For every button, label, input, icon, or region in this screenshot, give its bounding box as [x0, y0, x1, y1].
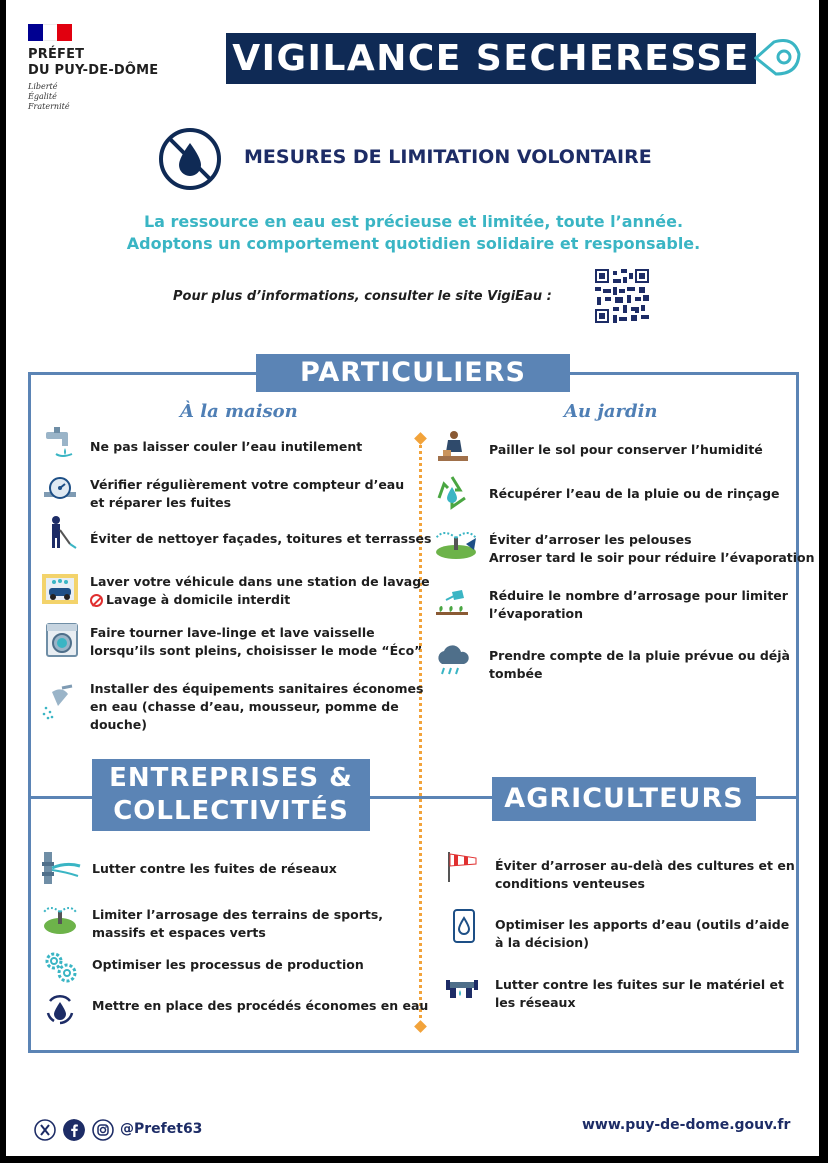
page-subtitle: MESURES DE LIMITATION VOLONTAIRE	[244, 146, 652, 168]
water-cycle-icon	[42, 991, 78, 1027]
jardin-item-1: Pailler le sol pour conserver l’humidité	[489, 442, 763, 457]
maison-item-3: Éviter de nettoyer façades, toitures et terrasses	[90, 531, 432, 546]
x-icon[interactable]	[34, 1119, 56, 1141]
maison-heading: À la maison	[180, 401, 298, 422]
leaking-pipe-icon	[40, 850, 82, 886]
pressure-washer-icon	[42, 514, 78, 550]
jardin-item-5: Prendre compte de la pluie prévue ou déjà tombée	[489, 648, 790, 681]
agriculteurs-item-1: Éviter d’arroser au-delà des cultures et en conditions venteuses	[495, 858, 795, 891]
agriculteurs-item-3: Lutter contre les fuites sur le matériel et les réseaux	[495, 977, 784, 1010]
watering-can-icon	[434, 586, 470, 622]
prefecture-name: PRÉFET DU PUY-DE-DÔME	[28, 47, 159, 78]
recycle-water-icon	[434, 474, 470, 510]
intro-text: La ressource en eau est précieuse et limitée, toute l’année. Adoptons un comportement quotidien solidaire et responsable.	[126, 212, 701, 253]
info-text: Pour plus d’informations, consulter le site VigiEau :	[173, 289, 552, 304]
faucet-icon	[42, 424, 78, 460]
gears-icon	[42, 949, 78, 985]
maison-item-2: Vérifier régulièrement votre compteur d’eau et réparer les fuites	[90, 477, 405, 510]
shower-head-icon	[40, 684, 76, 720]
car-wash-icon	[40, 570, 80, 606]
jardin-item-3: Éviter d’arroser les pelouses Arroser tard le soir pour réduire l’évaporation	[489, 532, 815, 565]
entreprises-band: ENTREPRISES & COLLECTIVITÉS	[92, 759, 370, 831]
washing-machine-icon	[44, 622, 80, 658]
water-drop-tag-icon	[754, 38, 802, 78]
social-handle[interactable]: @Prefet63	[120, 1121, 203, 1137]
windsock-icon	[444, 848, 480, 884]
maison-item-1: Ne pas laisser couler l’eau inutilement	[90, 439, 363, 454]
entreprises-item-1: Lutter contre les fuites de réseaux	[92, 861, 337, 876]
maison-item-5: Faire tourner lave-linge et lave vaisselle lorsqu’ils sont pleins, choisisser le mode “Éco”	[90, 625, 423, 658]
sprinkler-lawn-icon	[434, 524, 478, 560]
rain-cloud-icon	[434, 642, 470, 678]
no-water-icon	[157, 126, 223, 192]
republic-motto: Liberté Égalité Fraternité	[28, 82, 70, 111]
agriculteurs-item-2: Optimiser les apports d’eau (outils d’aide à la décision)	[495, 917, 790, 950]
entreprises-item-4: Mettre en place des procédés économes en eau	[92, 998, 429, 1013]
agriculteurs-band: AGRICULTEURS	[492, 777, 756, 821]
jardin-item-4: Réduire le nombre d’arrosage pour limiter l’évaporation	[489, 588, 788, 621]
maison-item-4: Laver votre véhicule dans une station de lavage Lavage à domicile interdit	[90, 574, 430, 607]
jardin-item-2: Récupérer l’eau de la pluie ou de rinçage	[489, 486, 780, 501]
water-meter-icon	[42, 474, 78, 510]
maison-item-6: Installer des équipements sanitaires économes en eau (chasse d’eau, mousseur, pomme de douche)	[90, 681, 424, 732]
entreprises-item-3: Optimiser les processus de production	[92, 957, 364, 972]
facebook-icon[interactable]	[63, 1119, 85, 1141]
prohibited-icon	[90, 594, 103, 607]
website-link[interactable]: www.puy-de-dome.gouv.fr	[582, 1117, 791, 1133]
particuliers-band: PARTICULIERS	[256, 354, 570, 392]
sports-field-sprinkler-icon	[42, 900, 78, 936]
page-title: VIGILANCE SECHERESSE	[226, 33, 756, 84]
entreprises-item-2: Limiter l’arrosage des terrains de sports, massifs et espaces verts	[92, 907, 384, 940]
jardin-heading: Au jardin	[564, 401, 658, 422]
irrigation-equipment-icon	[444, 972, 480, 1008]
instagram-icon[interactable]	[92, 1119, 114, 1141]
gardener-icon	[434, 428, 470, 464]
poster-page	[6, 0, 819, 1156]
smartphone-drop-icon	[446, 908, 482, 944]
qr-code[interactable]	[595, 269, 649, 323]
french-flag-logo	[28, 24, 72, 41]
